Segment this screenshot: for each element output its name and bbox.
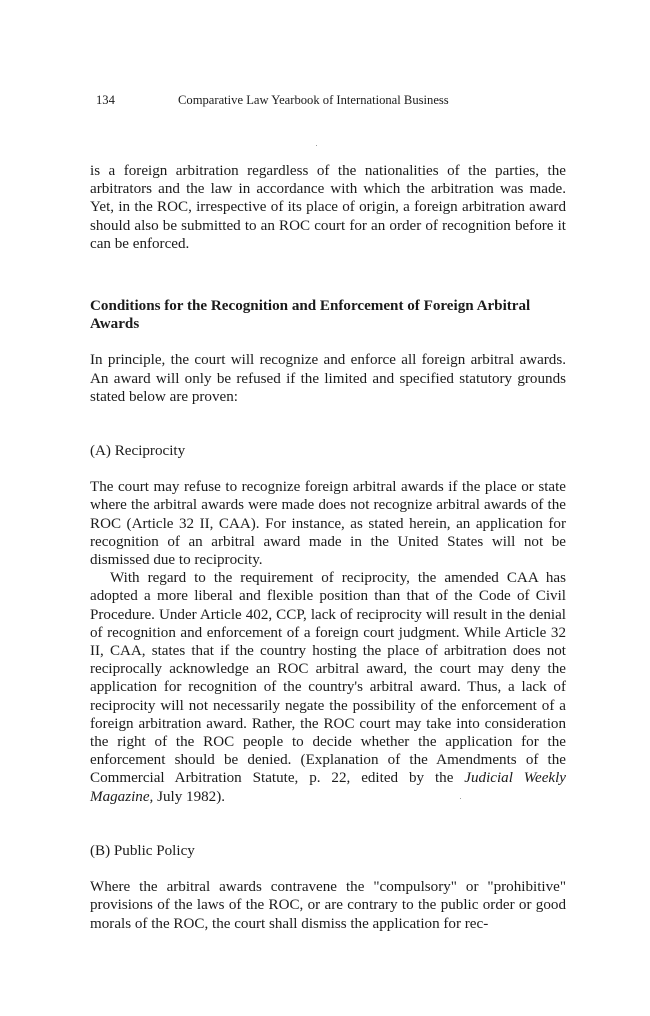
reciprocity-paragraph-2: [90, 569, 566, 806]
scan-speck: [316, 145, 317, 146]
section-heading: Conditions for the Recognition and Enforcement of Foreign Arbitral Awards: [90, 298, 531, 333]
reciprocity-paragraph-2-text: With regard to the requirement of reciprocity, the amended CAA has adopted a more liberal and flexible position than that of the Code of Civil Procedure. Under Article 402, CCP, lack of reciprocity will result in the denial of recognition and enforcement of a foreign court judgment. While Article 32 II, CAA, states that if the country hosting the place of arbitration does not reciprocally acknowledge an ROC arbitral award, the court may deny the application for recognition of the country's arbitral award. Thus, a lack of reciprocity will not necessarily negate the possibility of the enforcement of a foreign arbitration award. Rather, the ROC court may take into consideration the right of the ROC people to decide whether the application for the enforcement should be denied. (Explanation of the Amendments of the Commercial Arbitration Statute, p. 22, edited by the: [90, 570, 566, 787]
reciprocity-paragraph-1: The court may refuse to recognize foreign arbitral awards if the place or state where the arbitral awards were made does not recognize arbitral awards of the ROC (Article 32 II, CAA). For instance, as stated herein, an application for recognition of an arbitral award made in the United States will not be dismissed due to reciprocity.: [90, 479, 566, 569]
page-body: [90, 162, 566, 933]
subsection-heading-reciprocity: (A) Reciprocity: [90, 443, 186, 460]
intro-paragraph: is a foreign arbitration regardless of the nationalities of the parties, the arbitrators and the law in accordance with which the arbitration was made. Yet, in the ROC, irrespective of its place of origin, a foreign arbitration award should also be submitted to an ROC court for an order of recognition before it can be enforced.: [90, 163, 566, 252]
magazine-title: Judicial Weekly Magazine,: [90, 770, 566, 805]
reciprocity-paragraph-2-tail: July 1982).: [153, 788, 226, 805]
public-policy-paragraph: Where the arbitral awards contravene the "compulsory" or "prohibitive" provisions of the laws of the ROC, or are contrary to the public order or good morals of the ROC, the court shall dismiss the application for rec-: [90, 879, 566, 932]
page-number: 134: [96, 93, 115, 107]
running-title: Comparative Law Yearbook of International Business: [178, 93, 449, 107]
page-header: [96, 92, 449, 108]
subsection-heading-public-policy: (B) Public Policy: [90, 842, 195, 859]
principle-paragraph: In principle, the court will recognize and enforce all foreign arbitral awards. An award will only be refused if the limited and specified statutory grounds stated below are proven:: [90, 352, 566, 405]
